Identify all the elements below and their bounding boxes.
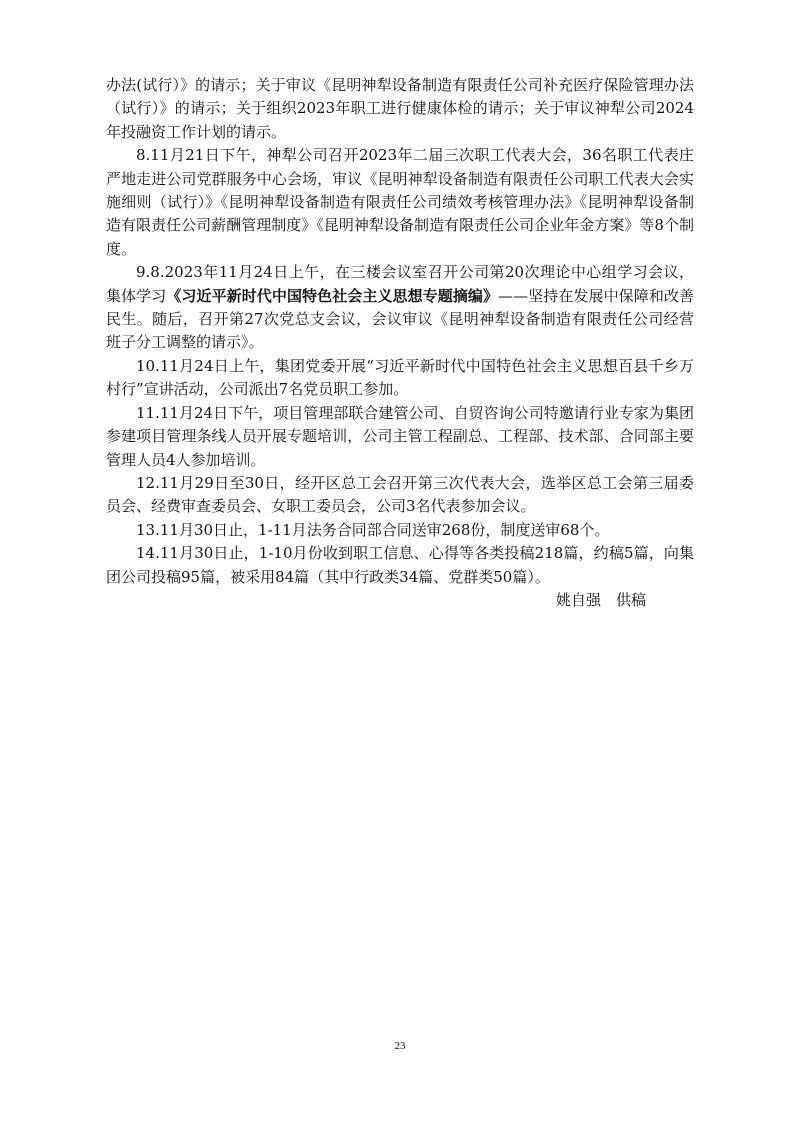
paragraph-item-8: 8.11月21日下午，神犁公司召开2023年二届三次职工代表大会，36名职工代表庄严地走进公司党群服务中心会场，审议《昆明神犁设备制造有限责任公司职工代表大会实施细则（试行）》《昆明神犁设备制造有限责任公司绩效考核管理办法》《昆明神犁设备制造有限责任公司薪酬管理制度》《昆明神犁设备制造有限责任公司企业年金方案》等8个制度。 [106,146,694,258]
paragraph-item-12: 12.11月29日至30日，经开区总工会召开第三次代表大会，选举区总工会第三届委员会、经费审查委员会、女职工委员会，公司3名代表参加会议。 [106,473,694,516]
page-body [106,74,694,612]
paragraph-item-11: 11.11月24日下午，项目管理部联合建管公司、自贸咨询公司特邀请行业专家为集团参建项目管理条线人员开展专题培训，公司主管工程副总、工程部、技术部、合同部主要管理人员4人参加培训。 [106,403,694,469]
paragraph-item-9-lead: 9.8.2023年11月24日上午，在三楼会议室召开公司第20次理论中心组学习会议，集体学习 [106,263,694,305]
paragraph-item-9 [106,261,694,355]
paragraph-continuation: 办法(试行）》的请示；关于审议《昆明神犁设备制造有限责任公司补充医疗保险管理办法（试行）》的请示；关于组织2023年职工进行健康体检的请示；关于审议神犁公司2024年投融资工作计划的请示。 [106,76,694,141]
author-signature: 姚自强 供稿 [555,590,646,609]
paragraph-item-10: 10.11月24日上午，集团党委开展“习近平新时代中国特色社会主义思想百县千乡万村行”宣讲活动，公司派出7名党员职工参加。 [106,356,694,399]
paragraph-item-14: 14.11月30日止，1-10月份收到职工信息、心得等各类投稿218篇，约稿5篇，向集团公司投稿95篇，被采用84篇（其中行政类34篇、党群类50篇）。 [106,544,694,586]
paragraph-item-9-bold-title: 《习近平新时代中国特色社会主义思想专题摘编》 [166,286,499,305]
page-number: 23 [394,1040,406,1052]
paragraph-item-9-tail: ——坚持在发展中保障和改善民生。随后，召开第27次党总支会议，会议审议《昆明神犁设备制造有限责任公司经营班子分工调整的请示》。 [106,286,694,352]
paragraph-item-13: 13.11月30日止，1-11月法务合同部合同送审268份，制度送审68个。 [136,520,610,539]
